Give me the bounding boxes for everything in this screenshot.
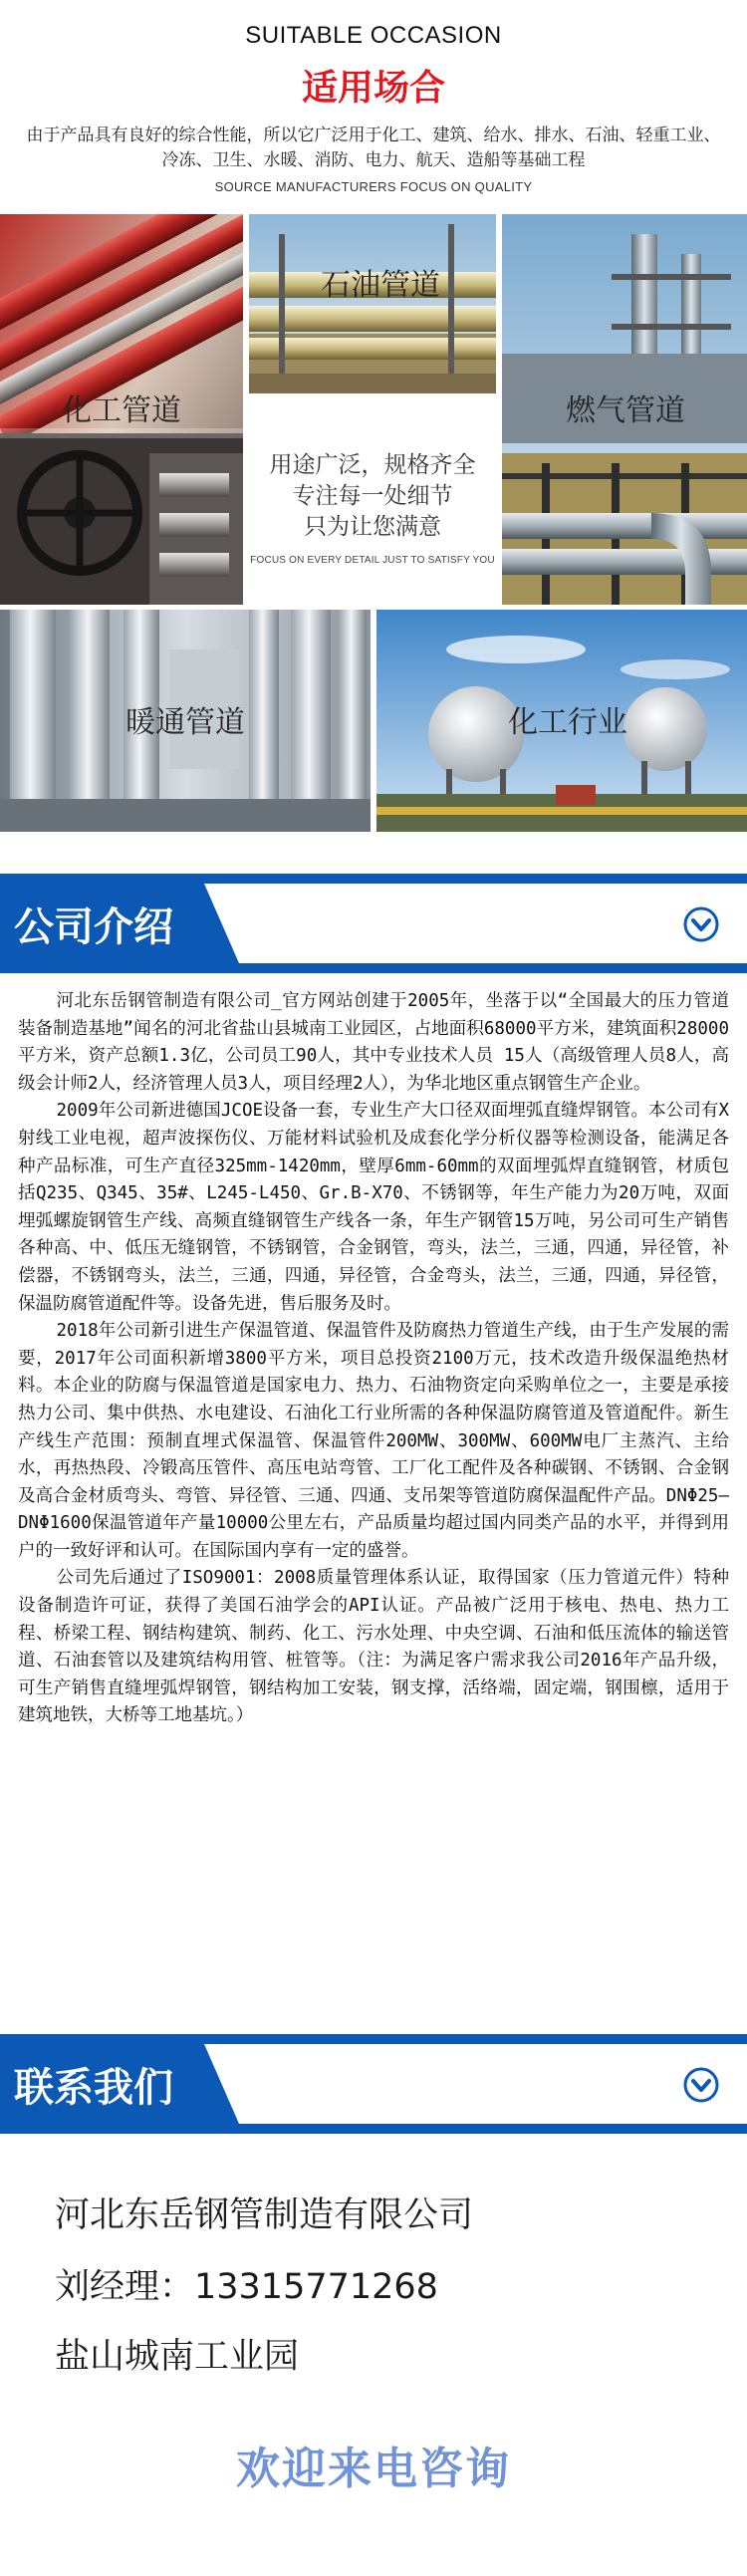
- tile-label-hvac-pipeline: 暖通管道: [125, 705, 245, 740]
- welcome-consult-text: 欢迎来电咨询: [236, 2444, 511, 2494]
- contact-address: 盐山城南工业园: [55, 2337, 300, 2377]
- company-paragraph: 2018年公司新引进生产保温管道、保温管件及防腐热力管道生产线，由于生产发展的需要，2017年公司面积新增3800平方米，项目总投资2100万元，技术改造升级保温绝热材料。本企业的防腐与保温管道是国家电力、热力、石油物资定向采购单位之一，主要是承接热力公司、集中供热、水电建设、石油化工行业所需的各种保温防腐管道及管道配件。新生产线生产范围：预制直埋式保温管、保温管件200MW、300MW、600MW电厂主蒸汽、主给水，再热热段、冷锻高压管件、高压电站弯管、工厂化工配件及各种碳钢、不锈钢、合金钢及高合金材质弯头、弯管、异径管、三通、四通、支吊架等管道防腐保温配件产品。DNΦ25—DNΦ1600保温管道年产量10000公里左右，产品质量均超过国内同类产品的水平，并得到用户的一致好评和认可。在国际国内享有一定的盛誉。: [18, 1321, 729, 1561]
- tile-gas-pipeline: [502, 214, 747, 605]
- applications-header: [0, 0, 747, 214]
- company-paragraph: 河北东岳钢管制造有限公司_官方网站创建于2005年，坐落于以“全国最大的压力管道装备制造基地”闻名的河北省盐山县城南工业园区，占地面积68000平方米，建筑面积28000平方米，资产总额1.3亿，公司员工90人，其中专业技术人员 15人（高级管理人员8人，高级会计师2人，经济管理人员3人，项目经理2人），为华北地区重点钢管生产企业。: [18, 991, 729, 1094]
- applications-heading-en: SUITABLE OCCASION: [245, 22, 502, 49]
- tile-label-chemical-industry: 化工行业: [508, 705, 627, 740]
- tile-label-oil-pipeline: 石油管道: [321, 268, 440, 303]
- tile-chemical-industry: [376, 610, 747, 832]
- tile-label-gas-pipeline: 燃气管道: [566, 393, 685, 428]
- applications-heading-cn: 适用场合: [301, 68, 445, 109]
- tile-oil-pipeline: [249, 214, 496, 393]
- contact-title: 联系我们: [14, 2065, 173, 2111]
- company-title: 公司介绍: [14, 904, 173, 950]
- slogan-line-3: 只为让您满意: [304, 514, 441, 540]
- company-intro-text: [18, 988, 729, 1730]
- slogan-en: FOCUS ON EVERY DETAIL JUST TO SATISFY YOU: [250, 555, 495, 566]
- company-banner: [0, 874, 747, 973]
- contact-manager-phone[interactable]: 刘经理：13315771268: [55, 2267, 438, 2307]
- applications-subheading-en: SOURCE MANUFACTURERS FOCUS ON QUALITY: [214, 179, 533, 194]
- oil-pipeline-photo: [249, 214, 496, 393]
- slogan-line-1: 用途广泛，规格齐全: [269, 452, 476, 478]
- tile-label-chemical-pipeline: 化工管道: [62, 393, 181, 428]
- tile-chemical-pipeline: [0, 214, 243, 605]
- contact-company-name: 河北东岳钢管制造有限公司: [55, 2195, 474, 2235]
- slogan-line-2: 专注每一处细节: [292, 483, 453, 509]
- chevron-down-circle-icon[interactable]: [682, 2066, 720, 2104]
- company-paragraph: 公司先后通过了ISO9001：2008质量管理体系认证，取得国家（压力管道元件）特种设备制造许可证，获得了美国石油学会的API认证。产品被广泛用于核电、热电、热力工程、桥梁工程、钢结构建筑、制药、化工、污水处理、中央空调、石油和低压流体的输送管道、石油套管以及建筑结构用管、桩管等。（注：为满足客户需求我公司2016年产品升级，可生产销售直缝埋弧焊钢管，钢结构加工安装，钢支撑，活络端，固定端，钢围檩，适用于建筑地铁，大桥等工地基坑。）: [18, 1568, 729, 1726]
- chevron-down-circle-icon[interactable]: [682, 905, 720, 943]
- slogan-box: [249, 428, 496, 608]
- company-paragraph: 2009年公司新进德国JCOE设备一套，专业生产大口径双面埋弧直缝焊钢管。本公司有X射线工业电视，超声波探伤仪、万能材料试验机及成套化学分析仪器等检测设备，能满足各种产品标准，可生产直径325mm-1420mm，壁厚6mm-60mm的双面埋弧焊直缝钢管，材质包括Q235、Q345、35#、L245-L450、Gr.B-X70、不锈钢等，年生产能力为20万吨，双面埋弧螺旋钢管生产线、高频直缝钢管生产线各一条，年生产钢管15万吨，另公司可生产销售各种高、中、低压无缝钢管，不锈钢管，合金钢管，弯头，法兰，三通，四通，异径管，补偿器，不锈钢弯头，法兰，三通，四通，异径管，合金弯头，法兰，三通，四通，异径管，保温防腐管道配件等。设备先进，售后服务及时。: [18, 1101, 729, 1314]
- applications-intro: 由于产品具有良好的综合性能，所以它广泛用于化工、建筑、给水、排水、石油、轻重工业、冷冻、卫生、水暖、消防、电力、航天、造船等基础工程: [26, 126, 721, 170]
- tile-hvac-pipeline: [0, 610, 371, 832]
- contact-banner: [0, 2034, 747, 2134]
